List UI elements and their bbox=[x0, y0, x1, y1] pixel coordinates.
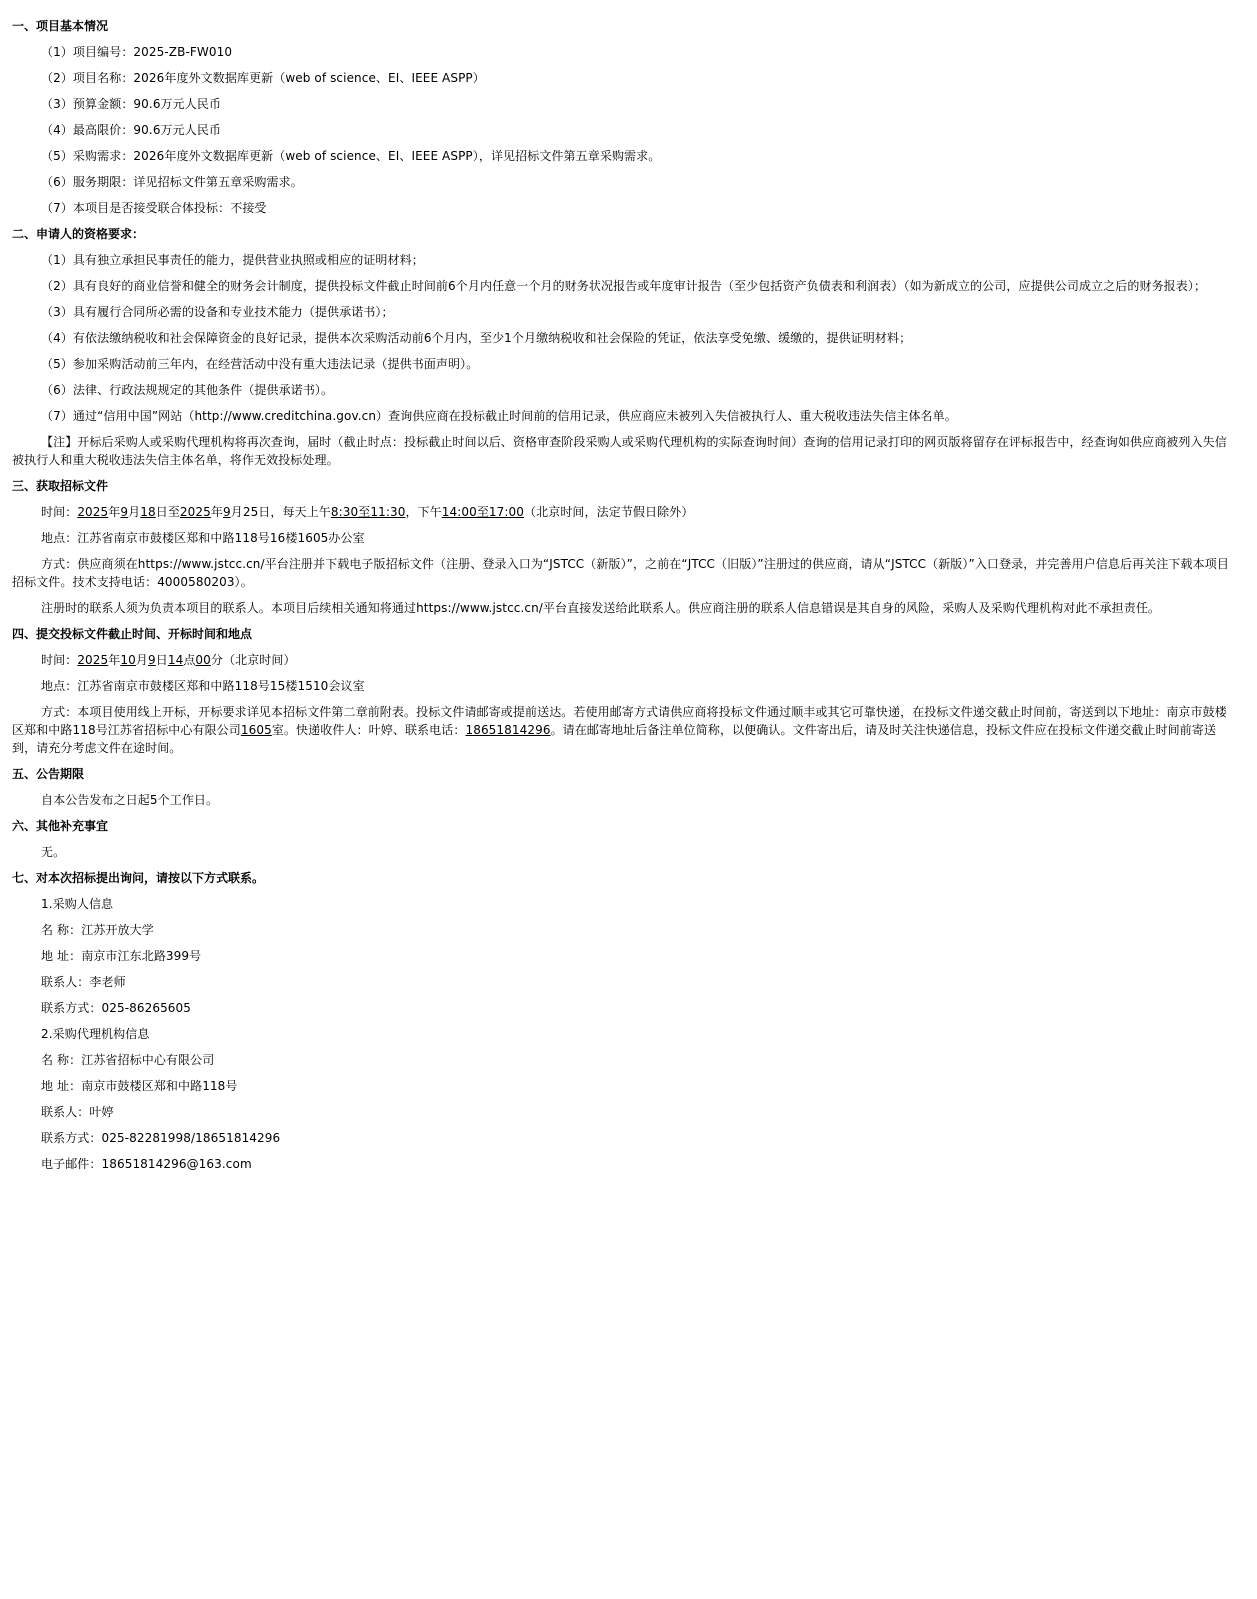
section-2-title: 二、申请人的资格要求： bbox=[12, 227, 145, 241]
end-year: 2025 bbox=[179, 505, 211, 519]
purchaser-name: 名 称：江苏开放大学 bbox=[41, 923, 154, 937]
room-number: 1605 bbox=[240, 723, 272, 737]
time-text: 日至 bbox=[155, 505, 180, 519]
qualification-item: （5）参加采购活动前三年内，在经营活动中没有重大违法记录（提供书面声明）。 bbox=[41, 357, 479, 371]
method-text: 。请在邮寄地址后备注单位简称，以便确认。文件寄出后，请及时关注快递信息，投标文件应在投标文件递交截止时间前寄送到，请充分考虑文件在途时间。 bbox=[12, 723, 1217, 755]
time-text: 年 bbox=[108, 505, 121, 519]
method-text: 室。快递收件人：叶婷、联系电话： bbox=[271, 723, 466, 737]
deadline-day: 9 bbox=[147, 653, 156, 667]
announcement-period: 自本公告发布之日起5个工作日。 bbox=[41, 793, 219, 807]
time-text: 月25日，每天上午 bbox=[230, 505, 331, 519]
qualification-item: （1）具有独立承担民事责任的能力，提供营业执照或相应的证明材料； bbox=[41, 253, 424, 267]
qualification-item: （7）通过“信用中国”网站（http://www.creditchina.gov.cn）查询供应商在投标截止时间前的信用记录，供应商应未被列入失信被执行人、重大税收违法失信主体名单。 bbox=[41, 409, 957, 423]
start-month: 9 bbox=[120, 505, 129, 519]
time-text: 月 bbox=[135, 653, 148, 667]
registration-note: 注册时的联系人须为负责本项目的联系人。本项目后续相关通知将通过https://www.jstcc.cn/平台直接发送给此联系人。供应商注册的联系人信息错误是其自身的风险，采购人及采购代理机构对此不承担责任。 bbox=[41, 601, 1161, 615]
end-month: 9 bbox=[222, 505, 231, 519]
time-text: 日 bbox=[155, 653, 168, 667]
section-3-title: 三、获取招标文件 bbox=[12, 479, 109, 493]
time-text: ，下午 bbox=[405, 505, 442, 519]
agency-address: 地 址：南京市鼓楼区郑和中路118号 bbox=[41, 1079, 238, 1093]
time-prefix: 时间： bbox=[41, 505, 78, 519]
afternoon-hours: 14:00至17:00 bbox=[441, 505, 525, 519]
start-day: 18 bbox=[140, 505, 156, 519]
purchaser-heading: 1.采购人信息 bbox=[41, 897, 114, 911]
qualification-note: 【注】开标后采购人或采购代理机构将再次查询，届时（截止时点：投标截止时间以后、资格审查阶段采购人或采购代理机构的实际查询时间）查询的信用记录打印的网页版将留存在评标报告中，经查询如供应商被列入失信被执行人和重大税收违法失信主体名单，将作无效投标处理。 bbox=[12, 435, 1227, 467]
section-1-title: 一、项目基本情况 bbox=[12, 19, 109, 33]
qualification-item: （6）法律、行政法规规定的其他条件（提供承诺书）。 bbox=[41, 383, 334, 397]
method-text: 方式：本项目使用线上开标，开标要求详见本招标文件第二章前附表。投标文件请邮寄或提前送达。若使用邮寄方式请供应商将投标文件通过顺丰或其它可靠快递，在投标文件递交截止时间前，寄送到以下地址：南京市鼓楼区郑和中路118号江苏省招标中心有限公司 bbox=[12, 705, 1227, 737]
time-text: 月 bbox=[128, 505, 141, 519]
start-year: 2025 bbox=[77, 505, 109, 519]
deadline-hour: 14 bbox=[167, 653, 184, 667]
agency-email: 电子邮件：18651814296@163.com bbox=[41, 1157, 252, 1171]
bid-deadline-time bbox=[12, 651, 1233, 669]
agency-contact: 联系人：叶婷 bbox=[41, 1105, 114, 1119]
agency-name: 名 称：江苏省招标中心有限公司 bbox=[41, 1053, 215, 1067]
deadline-year: 2025 bbox=[77, 653, 109, 667]
agency-phone: 联系方式：025-82281998/18651814296 bbox=[41, 1131, 281, 1145]
qualification-item: （3）具有履行合同所必需的设备和专业技术能力（提供承诺书）； bbox=[41, 305, 394, 319]
project-number: （1）项目编号：2025-ZB-FW010 bbox=[41, 45, 233, 59]
consortium-bidding: （7）本项目是否接受联合体投标：不接受 bbox=[41, 201, 267, 215]
document-acquisition-time bbox=[12, 503, 1233, 521]
other-matters: 无。 bbox=[41, 845, 66, 859]
bid-opening-place: 地点：江苏省南京市鼓楼区郑和中路118号15楼1510会议室 bbox=[41, 679, 365, 693]
service-period: （6）服务期限：详见招标文件第五章采购需求。 bbox=[41, 175, 303, 189]
time-text: 点 bbox=[183, 653, 196, 667]
time-text: （北京时间，法定节假日除外） bbox=[524, 505, 694, 519]
morning-hours: 8:30至11:30 bbox=[330, 505, 406, 519]
project-name: （2）项目名称：2026年度外文数据库更新（web of science、EI、IEEE ASPP） bbox=[41, 71, 485, 85]
purchaser-phone: 联系方式：025-86265605 bbox=[41, 1001, 192, 1015]
agency-heading: 2.采购代理机构信息 bbox=[41, 1027, 150, 1041]
contact-phone: 18651814296 bbox=[465, 723, 551, 737]
document-acquisition-place: 地点：江苏省南京市鼓楼区郑和中路118号16楼1605办公室 bbox=[41, 531, 365, 545]
time-prefix: 时间： bbox=[41, 653, 78, 667]
section-7-title: 七、对本次招标提出询问，请按以下方式联系。 bbox=[12, 871, 265, 885]
deadline-month: 10 bbox=[120, 653, 136, 667]
section-4-title: 四、提交投标文件截止时间、开标时间和地点 bbox=[12, 627, 253, 641]
deadline-minute: 00 bbox=[195, 653, 211, 667]
bid-submission-method bbox=[12, 703, 1233, 757]
time-text: 年 bbox=[210, 505, 223, 519]
budget-amount: （3）预算金额：90.6万元人民币 bbox=[41, 97, 222, 111]
section-6-title: 六、其他补充事宜 bbox=[12, 819, 109, 833]
max-price: （4）最高限价：90.6万元人民币 bbox=[41, 123, 222, 137]
time-text: 年 bbox=[108, 653, 121, 667]
qualification-item: （2）具有良好的商业信誉和健全的财务会计制度，提供投标文件截止时间前6个月内任意一个月的财务状况报告或年度审计报告（至少包括资产负债表和利润表）（如为新成立的公司，应提供公司成立之后的财务报表）； bbox=[41, 279, 1207, 293]
time-text: 分（北京时间） bbox=[210, 653, 296, 667]
purchaser-contact: 联系人：李老师 bbox=[41, 975, 126, 989]
procurement-requirements: （5）采购需求：2026年度外文数据库更新（web of science、EI、IEEE ASPP），详见招标文件第五章采购需求。 bbox=[41, 149, 661, 163]
document-acquisition-method: 方式：供应商须在https://www.jstcc.cn/平台注册并下载电子版招标文件（注册、登录入口为“JSTCC（新版）”，之前在“JTCC（旧版）”注册过的供应商，请从“JSTCC（新版）”入口登录，并完善用户信息后再关注下载本项目招标文件。技术支持电话：4000580203）。 bbox=[12, 557, 1229, 589]
section-5-title: 五、公告期限 bbox=[12, 767, 85, 781]
qualification-item: （4）有依法缴纳税收和社会保障资金的良好记录，提供本次采购活动前6个月内，至少1个月缴纳税收和社会保险的凭证，依法享受免缴、缓缴的，提供证明材料； bbox=[41, 331, 912, 345]
purchaser-address: 地 址：南京市江东北路399号 bbox=[41, 949, 202, 963]
